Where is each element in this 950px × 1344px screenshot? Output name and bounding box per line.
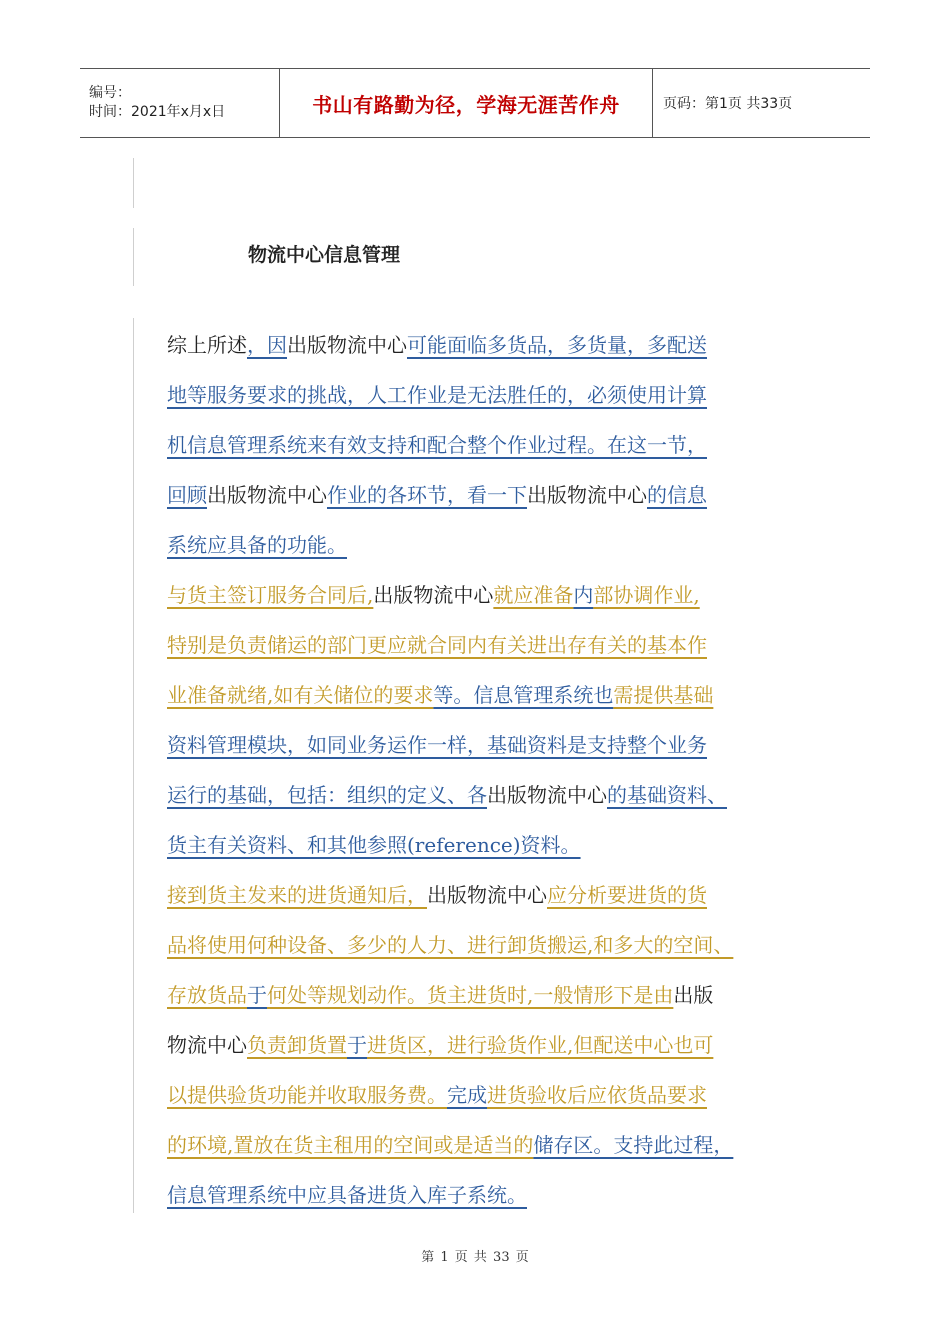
tracked-change-text: 地等服务要求的挑战，人工作业是无法胜任的，必须使用计算 bbox=[167, 383, 707, 407]
header-motto bbox=[280, 69, 653, 137]
page-footer: 第 1 页 共 33 页 bbox=[421, 1250, 529, 1265]
plain-text: 物流中心 bbox=[167, 1033, 247, 1057]
paragraph bbox=[167, 320, 817, 570]
text-line bbox=[167, 1120, 817, 1170]
tracked-change-text: 机信息管理系统来有效支持和配合整个作业过程。在这一节， bbox=[167, 433, 707, 457]
header-meta bbox=[80, 69, 280, 137]
tracked-change-text: 进货区，进行验货作业,但配送中心也可 bbox=[367, 1033, 714, 1057]
tracked-change-text: 资料管理模块，如同业务运作一样，基础资料是支持整个业务 bbox=[167, 733, 707, 757]
text-line bbox=[167, 570, 817, 620]
tracked-change-text: 完成 bbox=[447, 1083, 487, 1107]
document-body bbox=[167, 320, 817, 1220]
tracked-change-text: 的信息 bbox=[647, 483, 707, 507]
tracked-change-text: 储存区。支持此过程， bbox=[533, 1133, 734, 1157]
margin-rule bbox=[133, 228, 134, 286]
document-number: 编号： bbox=[89, 85, 131, 101]
tracked-change-text: 运行的基础，包括：组织的定义、各 bbox=[167, 783, 487, 807]
header-page-info: 页码：第1页 共33页 bbox=[663, 96, 793, 112]
text-line bbox=[167, 1020, 817, 1070]
text-line bbox=[167, 470, 817, 520]
plain-text: 出版物流中心 bbox=[427, 883, 547, 907]
tracked-change-text: 于 bbox=[247, 983, 267, 1007]
tracked-change-text: 品将使用何种设备、多少的人力、进行卸货搬运,和多大的空间、 bbox=[167, 933, 734, 957]
tracked-change-text: 何处等规划动作。货主进货时,一般情形下是由 bbox=[267, 983, 674, 1007]
plain-text: 出版 bbox=[673, 983, 714, 1007]
tracked-change-text: 可能面临多货品，多货量，多配送 bbox=[407, 333, 707, 357]
tracked-change-text: 的基础资料、 bbox=[607, 783, 727, 807]
plain-text: 出版物流中心 bbox=[373, 583, 494, 607]
plain-text: 综上所述 bbox=[167, 333, 247, 357]
tracked-change-text: 系统应具备的功能。 bbox=[167, 533, 347, 557]
text-line bbox=[167, 870, 817, 920]
text-line bbox=[167, 720, 817, 770]
document-date: 时间：2021年x月x日 bbox=[89, 104, 226, 120]
text-line bbox=[167, 420, 817, 470]
tracked-change-text: 于 bbox=[347, 1033, 367, 1057]
margin-rule bbox=[133, 318, 134, 1213]
tracked-change-text: 等。信息管理系统也 bbox=[433, 683, 614, 707]
tracked-change-text: 以提供验货功能并收取服务费。 bbox=[167, 1083, 447, 1107]
tracked-change-text: 应分析要进货的货 bbox=[547, 883, 707, 907]
margin-rule bbox=[133, 158, 134, 208]
plain-text: 出版物流中心 bbox=[207, 483, 327, 507]
text-line bbox=[167, 770, 817, 820]
tracked-change-text: 部协调作业, bbox=[593, 583, 700, 607]
paragraph bbox=[167, 570, 817, 870]
text-line bbox=[167, 920, 817, 970]
tracked-change-text: 的环境,置放在货主租用的空间或是适当的 bbox=[167, 1133, 534, 1157]
tracked-change-text: 负责卸货置 bbox=[247, 1033, 347, 1057]
text-line bbox=[167, 670, 817, 720]
tracked-change-text: 回顾 bbox=[167, 483, 207, 507]
tracked-change-text: ，因 bbox=[247, 333, 287, 357]
plain-text: 出版物流中心 bbox=[287, 333, 407, 357]
text-line bbox=[167, 370, 817, 420]
tracked-change-text: 业准备就绪,如有关储位的要求 bbox=[167, 683, 434, 707]
paragraph bbox=[167, 870, 817, 1220]
text-line bbox=[167, 320, 817, 370]
tracked-change-text: 接到货主发来的进货通知后， bbox=[167, 883, 427, 907]
tracked-change-text: 内 bbox=[573, 583, 594, 607]
tracked-change-text: 特别是负责储运的部门更应就合同内有关进出存有关的基本作 bbox=[167, 633, 707, 657]
text-line bbox=[167, 520, 817, 570]
tracked-change-text: 作业的各环节，看一下 bbox=[327, 483, 527, 507]
text-line bbox=[167, 970, 817, 1020]
tracked-change-text: 进货验收后应依货品要求 bbox=[487, 1083, 707, 1107]
tracked-change-text: 需提供基础 bbox=[613, 683, 714, 707]
text-line bbox=[167, 1070, 817, 1120]
plain-text: 出版物流中心 bbox=[487, 783, 607, 807]
plain-text: 出版物流中心 bbox=[527, 483, 647, 507]
tracked-change-text: 信息管理系统中应具备进货入库子系统。 bbox=[167, 1183, 527, 1207]
tracked-change-text: 就应准备 bbox=[493, 583, 574, 607]
text-line bbox=[167, 820, 817, 870]
tracked-change-text: 存放货品 bbox=[167, 983, 247, 1007]
document-title: 物流中心信息管理 bbox=[248, 244, 401, 266]
text-line bbox=[167, 1170, 817, 1220]
page-header bbox=[80, 68, 870, 138]
text-line bbox=[167, 620, 817, 670]
tracked-change-text: 货主有关资料、和其他参照(reference)资料。 bbox=[167, 833, 581, 857]
motto-text: 书山有路勤为径，学海无涯苦作舟 bbox=[312, 92, 620, 117]
tracked-change-text: 与货主签订服务合同后, bbox=[167, 583, 374, 607]
